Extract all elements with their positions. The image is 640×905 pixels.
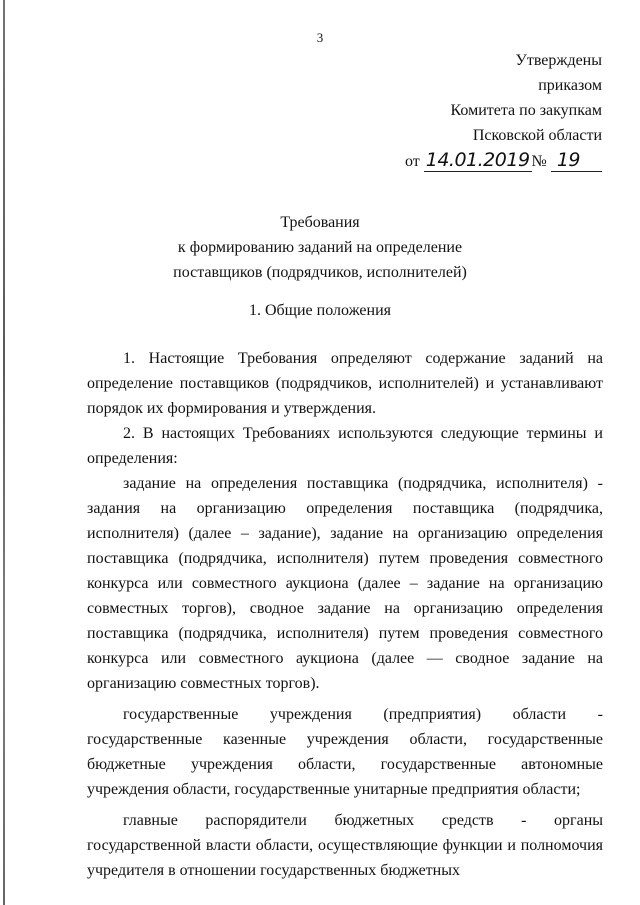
handwritten-number: 19 — [551, 149, 602, 172]
approval-line-2: приказом — [538, 77, 602, 94]
title-line-2: к формированию заданий на определение — [177, 239, 463, 256]
approval-line-3: Комитета по закупкам — [450, 102, 602, 119]
handwritten-date: 14.01.2019 — [425, 149, 530, 171]
paragraph: задание на определения поставщика (подрядчика, исполнителя) - задания на организацию определения поставщика (подрядчика, исполнителя) (далее – задание), задание на организацию определения поставщика (подрядчика, исполнителя) путем проведения совместного конкурса или совместного аукциона (далее – задание на организацию совместных торгов), сводное задание на организацию определения поставщика (подрядчика, исполнителя) путем проведения совместного конкурса или совместного аукциона (далее — сводное задание на организацию совместных торгов). — [87, 475, 603, 692]
approval-line-4: Псковской области — [472, 127, 602, 144]
number-prefix: № — [531, 153, 547, 170]
approval-line-1: Утверждены — [515, 52, 602, 69]
document-body — [87, 346, 603, 883]
page-number: 3 — [316, 30, 324, 45]
document-title — [0, 210, 640, 285]
paragraph: 1. Настоящие Требования определяют содержание заданий на определение поставщиков (подрядчиков, исполнителей) и устанавливают порядок их формирования и утверждения. — [87, 350, 603, 417]
paragraph: главные распорядители бюджетных средств - органы государственной власти области, осуществляющие функции и полномочия учредителя в отношении государственных бюджетных — [87, 812, 603, 879]
title-line-1: Требования — [280, 214, 360, 231]
date-prefix: от — [404, 153, 420, 170]
page-edge-line — [3, 0, 5, 905]
section-heading: 1. Общие положения — [248, 302, 392, 319]
approval-block — [405, 48, 602, 174]
paragraph: 2. В настоящих Требованиях используются следующие термины и определения: — [87, 425, 603, 467]
approval-date-line — [405, 148, 602, 174]
paragraph: государственные учреждения (предприятия) области - государственные казенные учреждения области, государственные бюджетные учреждения области, государственные автономные учреждения области, государственные унитарные предприятия области; — [87, 706, 603, 798]
title-line-3: поставщиков (подрядчиков, исполнителей) — [173, 264, 467, 281]
